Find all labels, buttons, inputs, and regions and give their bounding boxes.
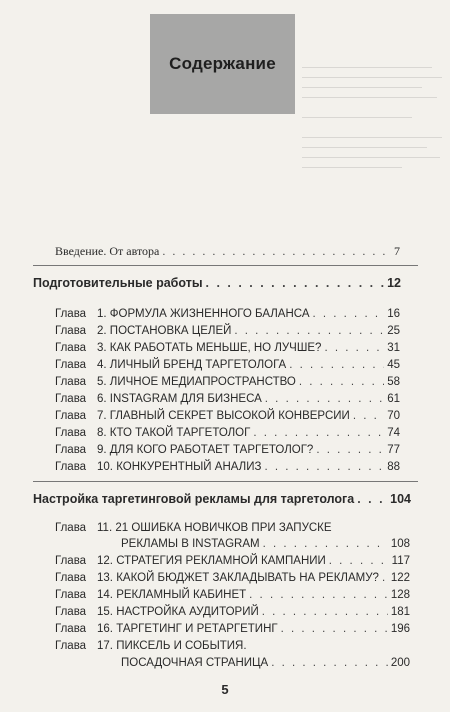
toc-entry-intro[interactable]: [55, 244, 400, 258]
chapter-word: Глава: [55, 393, 87, 405]
chapter-word: Глава: [55, 461, 87, 473]
toc-chapter-2[interactable]: [55, 324, 400, 338]
contents-header: [150, 14, 295, 114]
dot-leader: [265, 392, 384, 406]
toc-chapter-15[interactable]: [55, 605, 410, 619]
chapter-title: НАСТРОЙКА АУДИТОРИЙ: [116, 606, 259, 618]
dot-leader: [382, 571, 388, 585]
dot-leader: [289, 358, 384, 372]
section-title: Подготовительные работы: [33, 276, 203, 290]
chapter-number: 8.: [97, 427, 107, 439]
dot-leader: [206, 276, 385, 290]
divider: [33, 265, 418, 266]
section-page: 104: [390, 492, 411, 506]
section-page: 12: [387, 276, 401, 290]
toc-entry-label: Введение. От автора: [55, 244, 160, 258]
chapter-word: Глава: [55, 410, 87, 422]
toc-section-setup[interactable]: [33, 492, 411, 506]
chapter-word: Глава: [55, 342, 87, 354]
toc-chapter-6[interactable]: [55, 392, 400, 406]
chapter-page: 25: [387, 325, 400, 337]
chapter-number: 12.: [97, 555, 113, 567]
chapter-title: КОНКУРЕНТНЫЙ АНАЛИЗ: [116, 461, 262, 473]
chapter-word: Глава: [55, 640, 87, 652]
chapter-title-continuation: ПОСАДОЧНАЯ СТРАНИЦА: [121, 657, 269, 669]
dot-leader: [313, 307, 385, 321]
chapter-page: 117: [391, 555, 410, 567]
chapter-page: 16: [387, 308, 400, 320]
chapter-number: 14.: [97, 589, 113, 601]
chapter-word: Глава: [55, 359, 87, 371]
chapter-number: 5.: [97, 376, 107, 388]
toc-chapter-12[interactable]: [55, 554, 410, 568]
chapter-page: 70: [387, 410, 400, 422]
chapter-page: 200: [390, 657, 410, 669]
dot-leader: [271, 656, 388, 670]
chapter-number: 9.: [97, 444, 107, 456]
chapter-word: Глава: [55, 623, 87, 635]
chapter-number: 3.: [97, 342, 107, 354]
divider: [33, 481, 418, 482]
chapter-page: 88: [387, 461, 400, 473]
chapter-number: 2.: [97, 325, 107, 337]
chapter-number: 7.: [97, 410, 107, 422]
dot-leader: [253, 426, 384, 440]
contents-title: Содержание: [169, 54, 276, 73]
toc-section-prep[interactable]: [33, 276, 401, 290]
dot-leader: [357, 492, 387, 506]
toc-chapter-16[interactable]: [55, 622, 410, 636]
toc-entry-page: 7: [394, 244, 400, 258]
dot-leader: [162, 244, 391, 258]
chapter-title: ЛИЧНОЕ МЕДИАПРОСТРАНСТВО: [109, 376, 296, 388]
toc-chapter-11[interactable]: [55, 521, 355, 535]
chapter-title: ДЛЯ КОГО РАБОТАЕТ ТАРГЕТОЛОГ?: [109, 444, 314, 456]
dot-leader: [353, 409, 384, 423]
bleed-through-text: [302, 58, 450, 258]
section-title: Настройка таргетинговой рекламы для таргетолога: [33, 492, 355, 506]
chapter-word: Глава: [55, 308, 87, 320]
chapter-word: Глава: [55, 427, 87, 439]
dot-leader: [299, 375, 384, 389]
chapter-number: 13.: [97, 572, 113, 584]
chapter-word: Глава: [55, 555, 87, 567]
page-number: 5: [221, 682, 229, 697]
chapter-title: ГЛАВНЫЙ СЕКРЕТ ВЫСОКОЙ КОНВЕРСИИ: [109, 410, 350, 422]
toc-chapter-17-cont[interactable]: [121, 656, 410, 670]
chapter-number: 15.: [97, 606, 113, 618]
chapter-number: 4.: [97, 359, 107, 371]
chapter-number: 16.: [97, 623, 113, 635]
chapter-page: 58: [387, 376, 400, 388]
dot-leader: [234, 324, 384, 338]
dot-leader: [262, 605, 388, 619]
toc-chapter-13[interactable]: [55, 571, 410, 585]
toc-chapter-17[interactable]: [55, 639, 355, 653]
chapter-page: 31: [387, 342, 400, 354]
chapter-title: КАК РАБОТАТЬ МЕНЬШЕ, НО ЛУЧШЕ?: [109, 342, 322, 354]
chapter-number: 1.: [97, 308, 107, 320]
chapter-page: 61: [387, 393, 400, 405]
chapter-page: 128: [390, 589, 410, 601]
chapter-title: ТАРГЕТИНГ И РЕТАРГЕТИНГ: [116, 623, 278, 635]
chapter-page: 196: [390, 623, 410, 635]
dot-leader: [263, 537, 388, 551]
chapter-word: Глава: [55, 589, 87, 601]
toc-chapter-1[interactable]: [55, 307, 400, 321]
toc-chapter-9[interactable]: [55, 443, 400, 457]
toc-chapter-11-cont[interactable]: [121, 537, 410, 551]
chapter-number: 17.: [97, 640, 113, 652]
chapter-number: 10.: [97, 461, 113, 473]
chapter-page: 181: [390, 606, 410, 618]
chapter-title: INSTAGRAM ДЛЯ БИЗНЕСА: [109, 393, 262, 405]
chapter-title-continuation: РЕКЛАМЫ В INSTAGRAM: [121, 538, 260, 550]
dot-leader: [281, 622, 388, 636]
chapter-title: 21 ОШИБКА НОВИЧКОВ ПРИ ЗАПУСКЕ: [115, 522, 332, 534]
chapter-title: КТО ТАКОЙ ТАРГЕТОЛОГ: [109, 427, 251, 439]
chapter-title: ФОРМУЛА ЖИЗНЕННОГО БАЛАНСА: [109, 308, 310, 320]
toc-chapter-5[interactable]: [55, 375, 400, 389]
toc-chapter-3[interactable]: [55, 341, 400, 355]
chapter-page: 77: [387, 444, 400, 456]
dot-leader: [329, 554, 389, 568]
dot-leader: [324, 341, 384, 355]
chapter-title: СТРАТЕГИЯ РЕКЛАМНОЙ КАМПАНИИ: [116, 555, 326, 567]
chapter-number: 6.: [97, 393, 107, 405]
chapter-word: Глава: [55, 376, 87, 388]
dot-leader: [264, 460, 384, 474]
chapter-title: ПИКСЕЛЬ И СОБЫТИЯ.: [116, 640, 247, 652]
chapter-title: РЕКЛАМНЫЙ КАБИНЕТ: [116, 589, 247, 601]
toc-chapter-4[interactable]: [55, 358, 400, 372]
chapter-page: 122: [390, 572, 410, 584]
chapter-word: Глава: [55, 325, 87, 337]
chapter-title: ЛИЧНЫЙ БРЕНД ТАРГЕТОЛОГА: [109, 359, 287, 371]
chapter-page: 45: [387, 359, 400, 371]
chapter-word: Глава: [55, 572, 87, 584]
dot-leader: [316, 443, 384, 457]
chapter-title: КАКОЙ БЮДЖЕТ ЗАКЛАДЫВАТЬ НА РЕКЛАМУ?: [116, 572, 379, 584]
chapter-page: 108: [390, 538, 410, 550]
toc-chapter-7[interactable]: [55, 409, 400, 423]
chapter-page: 74: [387, 427, 400, 439]
chapter-number: 11.: [97, 522, 113, 534]
chapter-word: Глава: [55, 606, 87, 618]
chapter-title: ПОСТАНОВКА ЦЕЛЕЙ: [109, 325, 232, 337]
chapter-word: Глава: [55, 522, 87, 534]
dot-leader: [249, 588, 388, 602]
chapter-word: Глава: [55, 444, 87, 456]
toc-chapter-8[interactable]: [55, 426, 400, 440]
toc-chapter-14[interactable]: [55, 588, 410, 602]
toc-chapter-10[interactable]: [55, 460, 400, 474]
